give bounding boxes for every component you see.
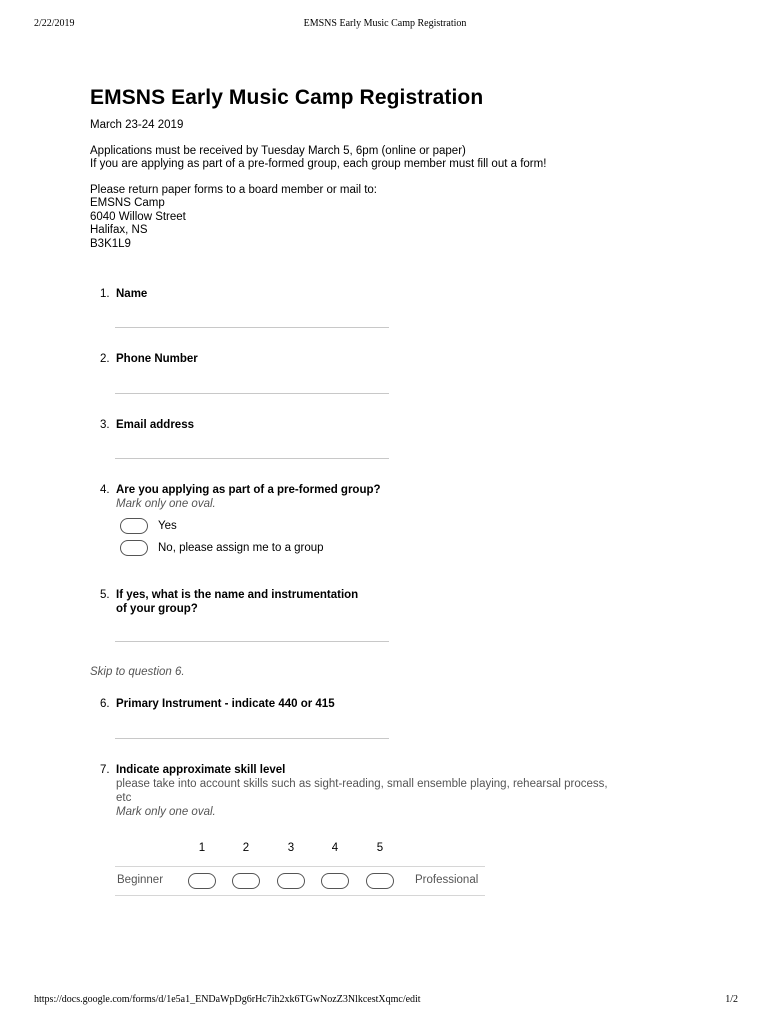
form-title: EMSNS Early Music Camp Registration: [90, 86, 484, 109]
question-label: of your group?: [116, 603, 198, 615]
print-header-title: EMSNS Early Music Camp Registration: [303, 18, 467, 29]
question-label: Name: [116, 288, 148, 300]
scale-row: [115, 866, 485, 896]
scale-oval-4[interactable]: [321, 873, 349, 889]
scale-high-label: Professional: [415, 874, 479, 886]
address-line: EMSNS Camp: [90, 197, 165, 209]
mailing-info: [90, 184, 710, 252]
question-hint: Mark only one oval.: [116, 806, 216, 818]
question-number: 5.: [100, 589, 110, 601]
question-phone: [100, 352, 680, 366]
question-number: 2.: [100, 353, 110, 365]
instrument-answer-line[interactable]: [115, 738, 389, 739]
option-label: No, please assign me to a group: [158, 542, 324, 554]
question-label: Email address: [116, 419, 194, 431]
scale-number: 1: [198, 842, 206, 854]
form-description: [90, 145, 710, 172]
question-description: etc: [116, 792, 132, 804]
form-header: [90, 86, 710, 251]
group-name-answer-line[interactable]: [115, 641, 389, 642]
question-description: please take into account skills such as sight-reading, small ensemble playing, rehearsal process,: [116, 778, 608, 790]
skip-instruction: Skip to question 6.: [90, 666, 185, 678]
scale-oval-2[interactable]: [232, 873, 260, 889]
skill-scale: [115, 840, 485, 896]
question-group-name: [100, 588, 680, 616]
question-name: [100, 287, 680, 301]
question-number: 4.: [100, 484, 110, 496]
address-line: B3K1L9: [90, 237, 131, 250]
question-label: Primary Instrument - indicate 440 or 415: [116, 698, 335, 710]
question-skill-level: [100, 763, 680, 819]
form-dates: March 23-24 2019: [90, 119, 184, 131]
print-footer-url: https://docs.google.com/forms/d/1e5a1_ENDaWpDg6rHc7ih2xk6TGwNozZ3NlkcestXqmc/edit: [34, 994, 421, 1005]
phone-answer-line[interactable]: [115, 393, 389, 394]
scale-number: 2: [242, 842, 250, 854]
address-line: 6040 Willow Street: [90, 210, 186, 223]
address-line: Halifax, NS: [90, 224, 148, 236]
scale-number: 5: [376, 842, 384, 854]
scale-oval-1[interactable]: [188, 873, 216, 889]
question-label: Are you applying as part of a pre-formed group?: [116, 484, 381, 496]
question-number: 6.: [100, 698, 110, 710]
question-email: [100, 418, 680, 432]
question-label: If yes, what is the name and instrumentation: [116, 589, 359, 601]
print-date: 2/22/2019: [34, 18, 75, 29]
deadline-text: Applications must be received by Tuesday March 5, 6pm (online or paper): [90, 144, 466, 157]
question-primary-instrument: [100, 697, 680, 711]
option-no[interactable]: [120, 540, 680, 556]
radio-oval[interactable]: [120, 518, 148, 534]
group-note-text: If you are applying as part of a pre-formed group, each group member must fill out a form!: [90, 158, 547, 170]
name-answer-line[interactable]: [115, 327, 389, 328]
scale-low-label: Beginner: [117, 874, 164, 886]
question-number: 3.: [100, 419, 110, 431]
scale-number: 4: [331, 842, 339, 854]
email-answer-line[interactable]: [115, 458, 389, 459]
radio-oval[interactable]: [120, 540, 148, 556]
option-yes[interactable]: [120, 518, 680, 534]
scale-numbers: [115, 840, 485, 860]
scale-oval-3[interactable]: [277, 873, 305, 889]
scale-number: 3: [287, 842, 295, 854]
question-number: 1.: [100, 288, 110, 300]
scale-oval-5[interactable]: [366, 873, 394, 889]
question-hint: Mark only one oval.: [116, 498, 216, 510]
question-number: 7.: [100, 764, 110, 776]
question-label: Phone Number: [116, 353, 198, 365]
return-intro: Please return paper forms to a board member or mail to:: [90, 183, 377, 196]
question-preformed-group: [100, 483, 680, 556]
option-label: Yes: [158, 520, 177, 532]
question-label: Indicate approximate skill level: [116, 764, 286, 776]
print-page-number: 1/2: [725, 994, 738, 1005]
